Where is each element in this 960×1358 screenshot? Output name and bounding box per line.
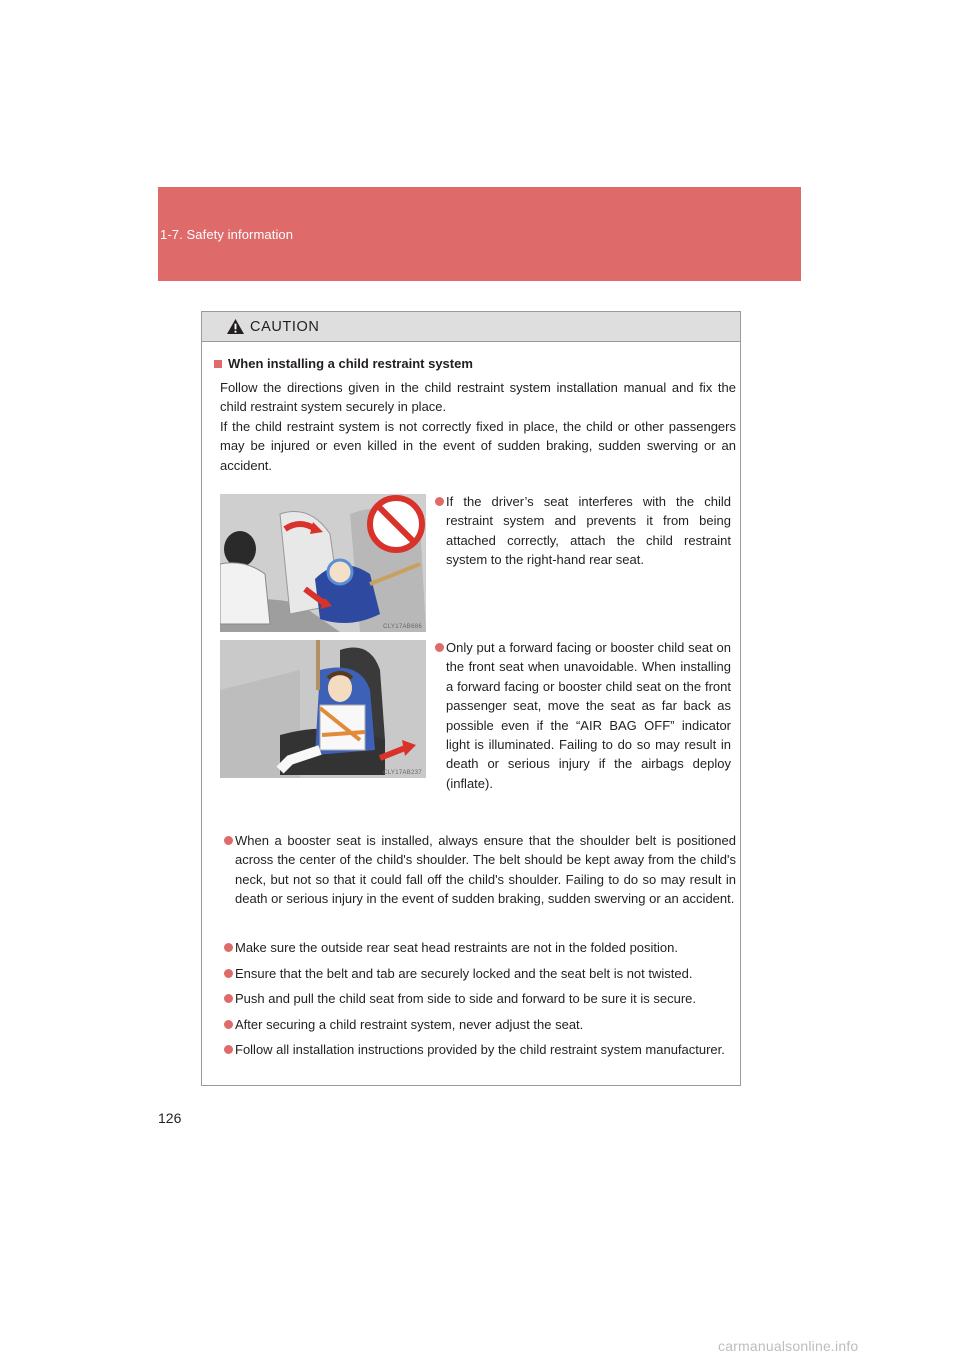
caution-header xyxy=(202,312,740,342)
figure-bullet-text: If the driver’s seat interferes with the child restraint system and prevents it from being attached correctly, attach the child restraint system to the right-hand rear seat. xyxy=(446,494,731,568)
caution-bullet xyxy=(224,938,736,957)
square-bullet-icon xyxy=(214,360,222,368)
bullet-dot-icon xyxy=(224,943,233,952)
caution-bullet-text: Push and pull the child seat from side to side and forward to be sure it is secure. xyxy=(235,991,697,1006)
caution-bullet-text: Make sure the outside rear seat head restraints are not in the folded position. xyxy=(235,940,678,955)
warning-triangle-icon xyxy=(226,318,245,335)
caution-bullet xyxy=(224,1015,736,1034)
caution-bullet xyxy=(224,1040,736,1059)
figure-forward-facing-seat xyxy=(220,640,426,778)
section-header-band xyxy=(158,187,801,281)
caution-label: CAUTION xyxy=(250,318,320,335)
caution-subheading-text: When installing a child restraint system xyxy=(228,356,473,371)
caution-bullet xyxy=(224,831,736,909)
bullet-dot-icon xyxy=(224,1045,233,1054)
caution-bullet-text: After securing a child restraint system, never adjust the seat. xyxy=(235,1017,584,1032)
figure-illustration xyxy=(220,494,426,632)
figure-driver-seat-interference xyxy=(220,494,426,632)
caution-bullet-text: Follow all installation instructions provided by the child restraint system manufacturer. xyxy=(235,1042,725,1057)
caution-bullet-text: When a booster seat is installed, always ensure that the shoulder belt is positioned across the center of the child's shoulder. The belt should be kept away from the child's neck, but not so that it could fall off the child's shoulder. Failing to do so may result in death or serious injury in the event of sudden braking, sudden swerving or an accident. xyxy=(235,833,736,907)
bullet-dot-icon xyxy=(224,969,233,978)
caution-bullet xyxy=(224,964,736,983)
figure-illustration xyxy=(220,640,426,778)
intro-paragraph: Follow the directions given in the child restraint system installation manual and fix the child restraint system securely in place. xyxy=(220,380,736,415)
bullet-dot-icon xyxy=(435,643,444,652)
figure-bullet xyxy=(435,638,731,793)
section-title: 1-7. Safety information xyxy=(160,227,294,242)
caution-body xyxy=(202,342,740,1085)
bullet-dot-icon xyxy=(224,994,233,1003)
page-number: 126 xyxy=(158,1110,182,1126)
caution-bullet xyxy=(224,989,736,1008)
figure-bullet xyxy=(435,492,731,570)
intro-paragraph: If the child restraint system is not correctly fixed in place, the child or other passengers may be injured or even killed in the event of sudden braking, sudden swerving or an accident. xyxy=(220,419,736,473)
figure-code: CLY17AB237 xyxy=(383,770,422,776)
caution-box xyxy=(201,311,741,1086)
caution-subheading xyxy=(214,356,473,371)
figure-code: CLY17AB686 xyxy=(383,624,422,630)
bullet-dot-icon xyxy=(224,1020,233,1029)
bullet-dot-icon xyxy=(224,836,233,845)
bullet-dot-icon xyxy=(435,497,444,506)
figure-bullet-text: Only put a forward facing or booster child seat on the front seat when unavoidable. When installing a forward facing or booster child seat on the front passenger seat, move the seat as far back as possible even if the “AIR BAG OFF” indicator light is illuminated. Failing to do so may result in death or serious injury if the airbags deploy (inflate). xyxy=(446,640,731,791)
caution-bullet-text: Ensure that the belt and tab are securely locked and the seat belt is not twisted. xyxy=(235,966,693,981)
watermark: carmanualsonline.info xyxy=(718,1338,859,1354)
